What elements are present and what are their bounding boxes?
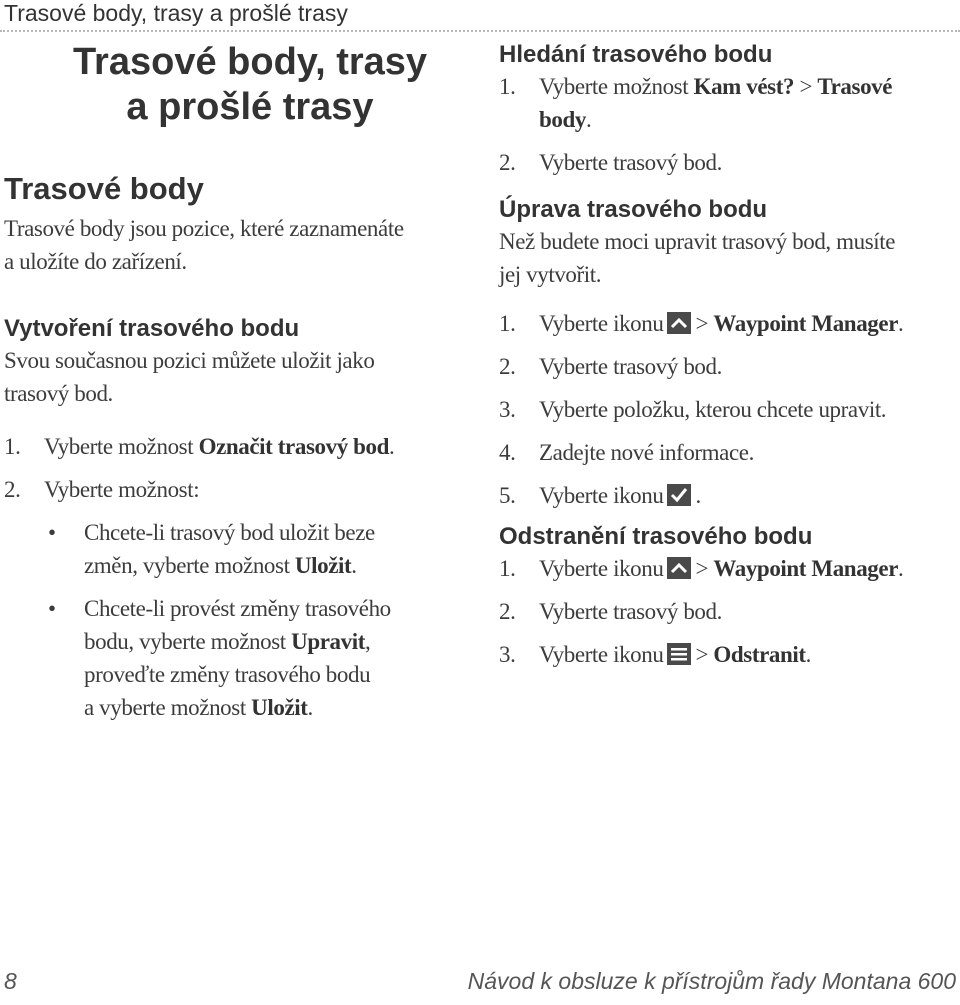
edit-step-3 (499, 393, 960, 426)
edit-option: Upravit (291, 629, 365, 654)
chapter-title-line1: Trasové body, trasy (72, 41, 428, 83)
step-number: 3. (499, 397, 516, 422)
step-text: Zadejte nové informace. (539, 440, 754, 465)
create-step-2 (4, 473, 474, 506)
create-waypoint-title: Vytvoření trasového bodu (4, 315, 300, 342)
step-text: Vyberte ikonu > Waypoint Manager. (539, 311, 904, 336)
create-step-1 (4, 430, 474, 463)
waypoint-manager-option: Waypoint Manager (713, 556, 899, 581)
bullet-marker: • (48, 596, 56, 621)
waypoint-manager-option: Waypoint Manager (713, 311, 899, 336)
intro-line1: Trasové body jsou pozice, které zaznamenáte (4, 216, 404, 241)
chevron-up-icon (667, 312, 691, 334)
find-waypoint-title: Hledání trasového bodu (499, 41, 773, 68)
header-divider (0, 30, 960, 32)
edit-step-4 (499, 436, 960, 469)
create-bullet-1 (4, 516, 474, 582)
edit-step-5 (499, 479, 960, 512)
mark-waypoint-option: Označit trasový bod (198, 434, 390, 459)
find-step-2 (499, 146, 960, 179)
delete-step-1 (499, 552, 960, 585)
left-column (4, 170, 474, 724)
step-number: 4. (499, 440, 516, 465)
step-number: 1. (499, 556, 516, 581)
waypoints-option-cont: body (539, 107, 586, 132)
step-text: Vyberte možnost Kam vést? > Trasové body. (539, 74, 893, 132)
step-number: 5. (499, 483, 516, 508)
bullet-text: Chcete-li trasový bod uložit beze změn, vyberte možnost Uložit. (84, 520, 375, 578)
step-text: Vyberte ikonu > Odstranit. (539, 642, 811, 667)
find-step-1 (499, 70, 960, 136)
delete-step-2 (499, 595, 960, 628)
step-number: 2. (499, 599, 516, 624)
where-to-option: Kam vést? (693, 74, 795, 99)
step-text: Vyberte ikonu . (539, 483, 701, 508)
step-text: Vyberte trasový bod. (539, 599, 722, 624)
delete-waypoint-title: Odstranění trasového bodu (499, 523, 813, 550)
delete-step-3 (499, 638, 960, 671)
waypoints-option: Trasové (817, 74, 893, 99)
edit-step-1 (499, 307, 960, 340)
checkmark-icon (667, 484, 691, 506)
bullet-marker: • (48, 520, 56, 545)
step-text: Vyberte trasový bod. (539, 150, 722, 175)
step-text: Vyberte možnost: (44, 477, 200, 502)
menu-icon (667, 643, 691, 665)
right-column (499, 40, 960, 671)
create-text-line2: trasový bod. (4, 381, 113, 406)
chapter-title (50, 40, 450, 130)
step-number: 2. (499, 354, 516, 379)
delete-option: Odstranit (713, 642, 806, 667)
step-number: 2. (4, 477, 21, 502)
step-number: 1. (4, 434, 21, 459)
running-header: Trasové body, trasy a prošlé trasy (4, 0, 348, 26)
chapter-title-line2: a prošlé trasy (126, 86, 374, 128)
section-title-waypoints: Trasové body (4, 171, 204, 206)
edit-text-line1: Než budete moci upravit trasový bod, musíte (499, 229, 896, 254)
step-number: 1. (499, 311, 516, 336)
edit-step-2 (499, 350, 960, 383)
save-option: Uložit (251, 695, 308, 720)
create-text-line1: Svou současnou pozici můžete uložit jako (4, 348, 375, 373)
edit-text-line2: jej vytvořit. (499, 262, 602, 287)
bullet-text: Chcete-li provést změny trasového bodu, vyberte možnost Upravit, proveďte změny trasového bodu a vyberte možnost Uložit. (84, 596, 391, 720)
create-bullet-2 (4, 592, 474, 724)
page-number: 8 (4, 968, 17, 994)
step-number: 2. (499, 150, 516, 175)
manual-title: Návod k obsluze k přístrojům řady Montana 600 (467, 968, 956, 994)
step-text: Vyberte položku, kterou chcete upravit. (539, 397, 887, 422)
save-option: Uložit (294, 553, 352, 578)
step-text: Vyberte trasový bod. (539, 354, 722, 379)
chevron-up-icon (667, 557, 691, 579)
step-text: Vyberte možnost Označit trasový bod. (44, 434, 395, 459)
edit-waypoint-title: Úprava trasového bodu (499, 196, 768, 223)
step-number: 1. (499, 74, 516, 99)
intro-line2: a uložíte do zařízení. (4, 249, 187, 274)
step-number: 3. (499, 642, 516, 667)
step-text: Vyberte ikonu > Waypoint Manager. (539, 556, 904, 581)
